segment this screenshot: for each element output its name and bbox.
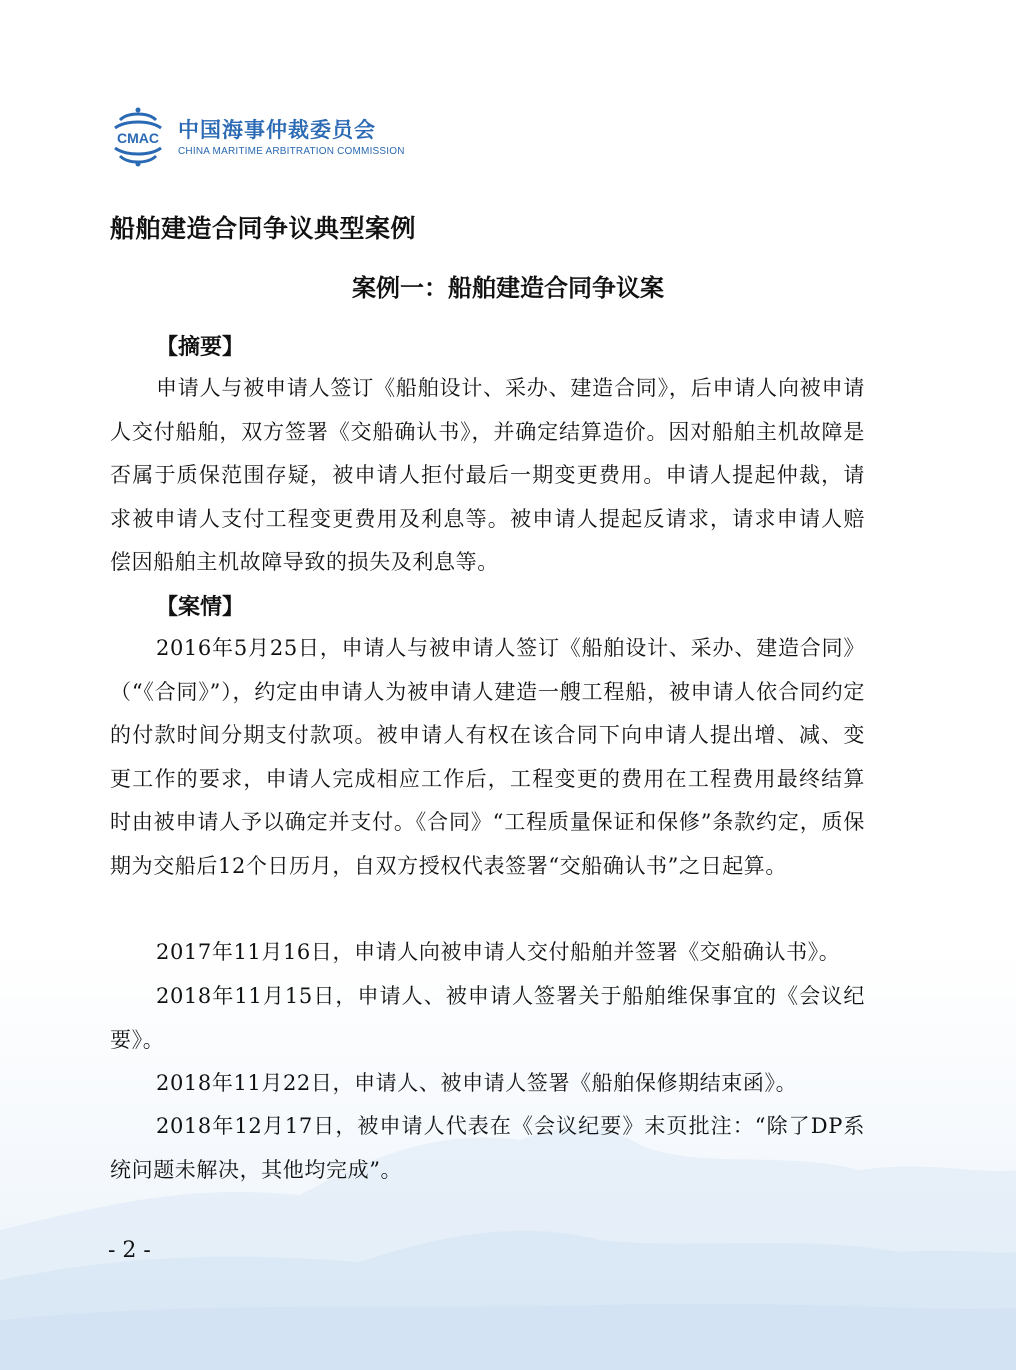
summary-heading: 【摘要】 (156, 334, 245, 360)
facts-paragraph: 2018年11月15日，申请人、被申请人签署关于船舶维保事宜的《会议纪要》。 (110, 984, 865, 1052)
facts-paragraph: 2018年12月17日，被申请人代表在《会议纪要》末页批注：“除了DP系统问题未解决，其他均完成”。 (110, 1114, 865, 1182)
document-title: 船舶建造合同争议典型案例 (110, 214, 417, 243)
facts-paragraph: 2016年5月25日，申请人与被申请人签订《船舶设计、采办、建造合同》（“《合同》”），约定由申请人为被申请人建造一艘工程船，被申请人依合同约定的付款时间分期支付款项。被申请人有权在该合同下向申请人提出增、减、变更工作的要求，申请人完成相应工作后，工程变更的费用在工程费用最终结算时由被申请人予以确定并支付。《合同》“工程质量保证和保修”条款约定，质保期为交船后12个日历月，自双方授权代表签署“交船确认书”之日起算。 (110, 636, 865, 878)
org-name-en: CHINA MARITIME ARBITRATION COMMISSION (178, 146, 405, 157)
facts-paragraph: 2018年11月22日，申请人、被申请人签署《船舶保修期结束函》。 (156, 1071, 798, 1095)
page-number: - 2 - (108, 1238, 151, 1263)
summary-paragraph: 申请人与被申请人签订《船舶设计、采办、建造合同》，后申请人向被申请人交付船舶，双方签署《交船确认书》，并确定结算造价。因对船舶主机故障是否属于质保范围存疑，被申请人拒付最后一期变更费用。申请人提起仲裁，请求被申请人支付工程变更费用及利息等。被申请人提起反请求，请求申请人赔偿因船舶主机故障导致的损失及利息等。 (110, 376, 865, 574)
case-title: 案例一：船舶建造合同争议案 (352, 273, 664, 302)
org-name-cn: 中国海事仲裁委员会 (178, 118, 376, 142)
facts-paragraph: 2017年11月16日，申请人向被申请人交付船舶并签署《交船确认书》。 (156, 940, 841, 964)
facts-heading: 【案情】 (156, 594, 245, 620)
org-logo (108, 106, 408, 168)
cmac-globe-logo-icon (108, 106, 168, 168)
logo-abbr: CMAC (117, 130, 159, 146)
